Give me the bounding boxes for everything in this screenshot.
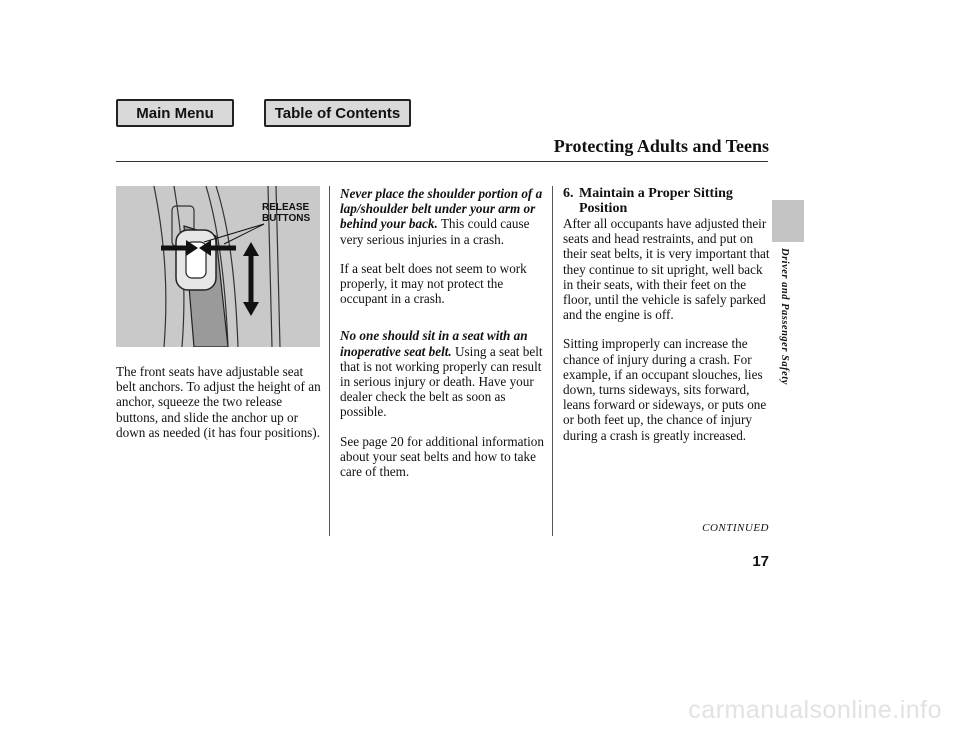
watermark: carmanualsonline.info: [688, 696, 942, 724]
paragraph: See page 20 for additional information about your seat belts and how to take care of them.: [340, 433, 544, 480]
continued-label: CONTINUED: [702, 522, 769, 534]
chapter-tab: [772, 200, 804, 242]
release-label-line1: RELEASE: [262, 202, 310, 213]
column-divider: [552, 186, 553, 536]
heading-line-1: Maintain a Proper Sitting: [579, 186, 733, 201]
warning-paragraph-1: [340, 186, 550, 247]
warning-paragraph-2: [340, 328, 550, 419]
release-label-line2: BUTTONS: [262, 213, 311, 224]
anchor-adjust-paragraph: The front seats have adjustable seat belt anchors. To adjust the height of an anchor, squeeze the two release buttons, and slide the anchor up or down as needed (it has four positions).: [116, 364, 321, 440]
table-of-contents-button[interactable]: Table of Contents: [264, 99, 411, 127]
column-divider: [329, 186, 330, 536]
heading-number: 6.: [563, 186, 574, 201]
warning-text-2: No one should sit in a seat with an inoperative seat belt.: [340, 328, 528, 359]
paragraph: If a seat belt does not seem to work properly, it may not protect the occupant in a crash.: [340, 260, 527, 307]
paragraph: After all occupants have adjusted their seats and head restraints, and put on their seat belts, it is very important that they continue to sit upright, well back in their seats, with their feet on the floor, until the vehicle is safely parked and the engine is off.: [563, 216, 770, 323]
column-3: [563, 186, 773, 457]
seat-belt-anchor-illustration: [116, 186, 320, 347]
header-rule: [116, 161, 768, 162]
heading-line-2: Position: [579, 201, 628, 216]
page-number: 17: [752, 553, 769, 570]
column-1: [116, 364, 326, 454]
warning-text-1: Never place the shoulder portion of a lap/shoulder belt under your arm or behind your back.: [340, 186, 543, 232]
paragraph-text: This could cause very serious injuries in a crash.: [340, 216, 530, 247]
main-menu-button[interactable]: Main Menu: [116, 99, 234, 127]
belt-anchor-drawing: [116, 186, 320, 347]
section-title: Protecting Adults and Teens: [553, 136, 769, 156]
paragraph: Sitting improperly can increase the chance of injury during a crash. For example, if an occupant slouches, lies down, turns sideways, sits forward, leans forward or sideways, or puts one or both feet up, the chance of injury during a crash is greatly increased.: [563, 336, 767, 443]
paragraph-text: Using a seat belt that is not working properly can result in serious injury or death. Have your dealer check the belt as soon as possible.: [340, 343, 543, 420]
chapter-side-label: Driver and Passenger Safety: [779, 248, 790, 385]
section-heading: [563, 186, 773, 216]
column-2: [340, 186, 550, 493]
